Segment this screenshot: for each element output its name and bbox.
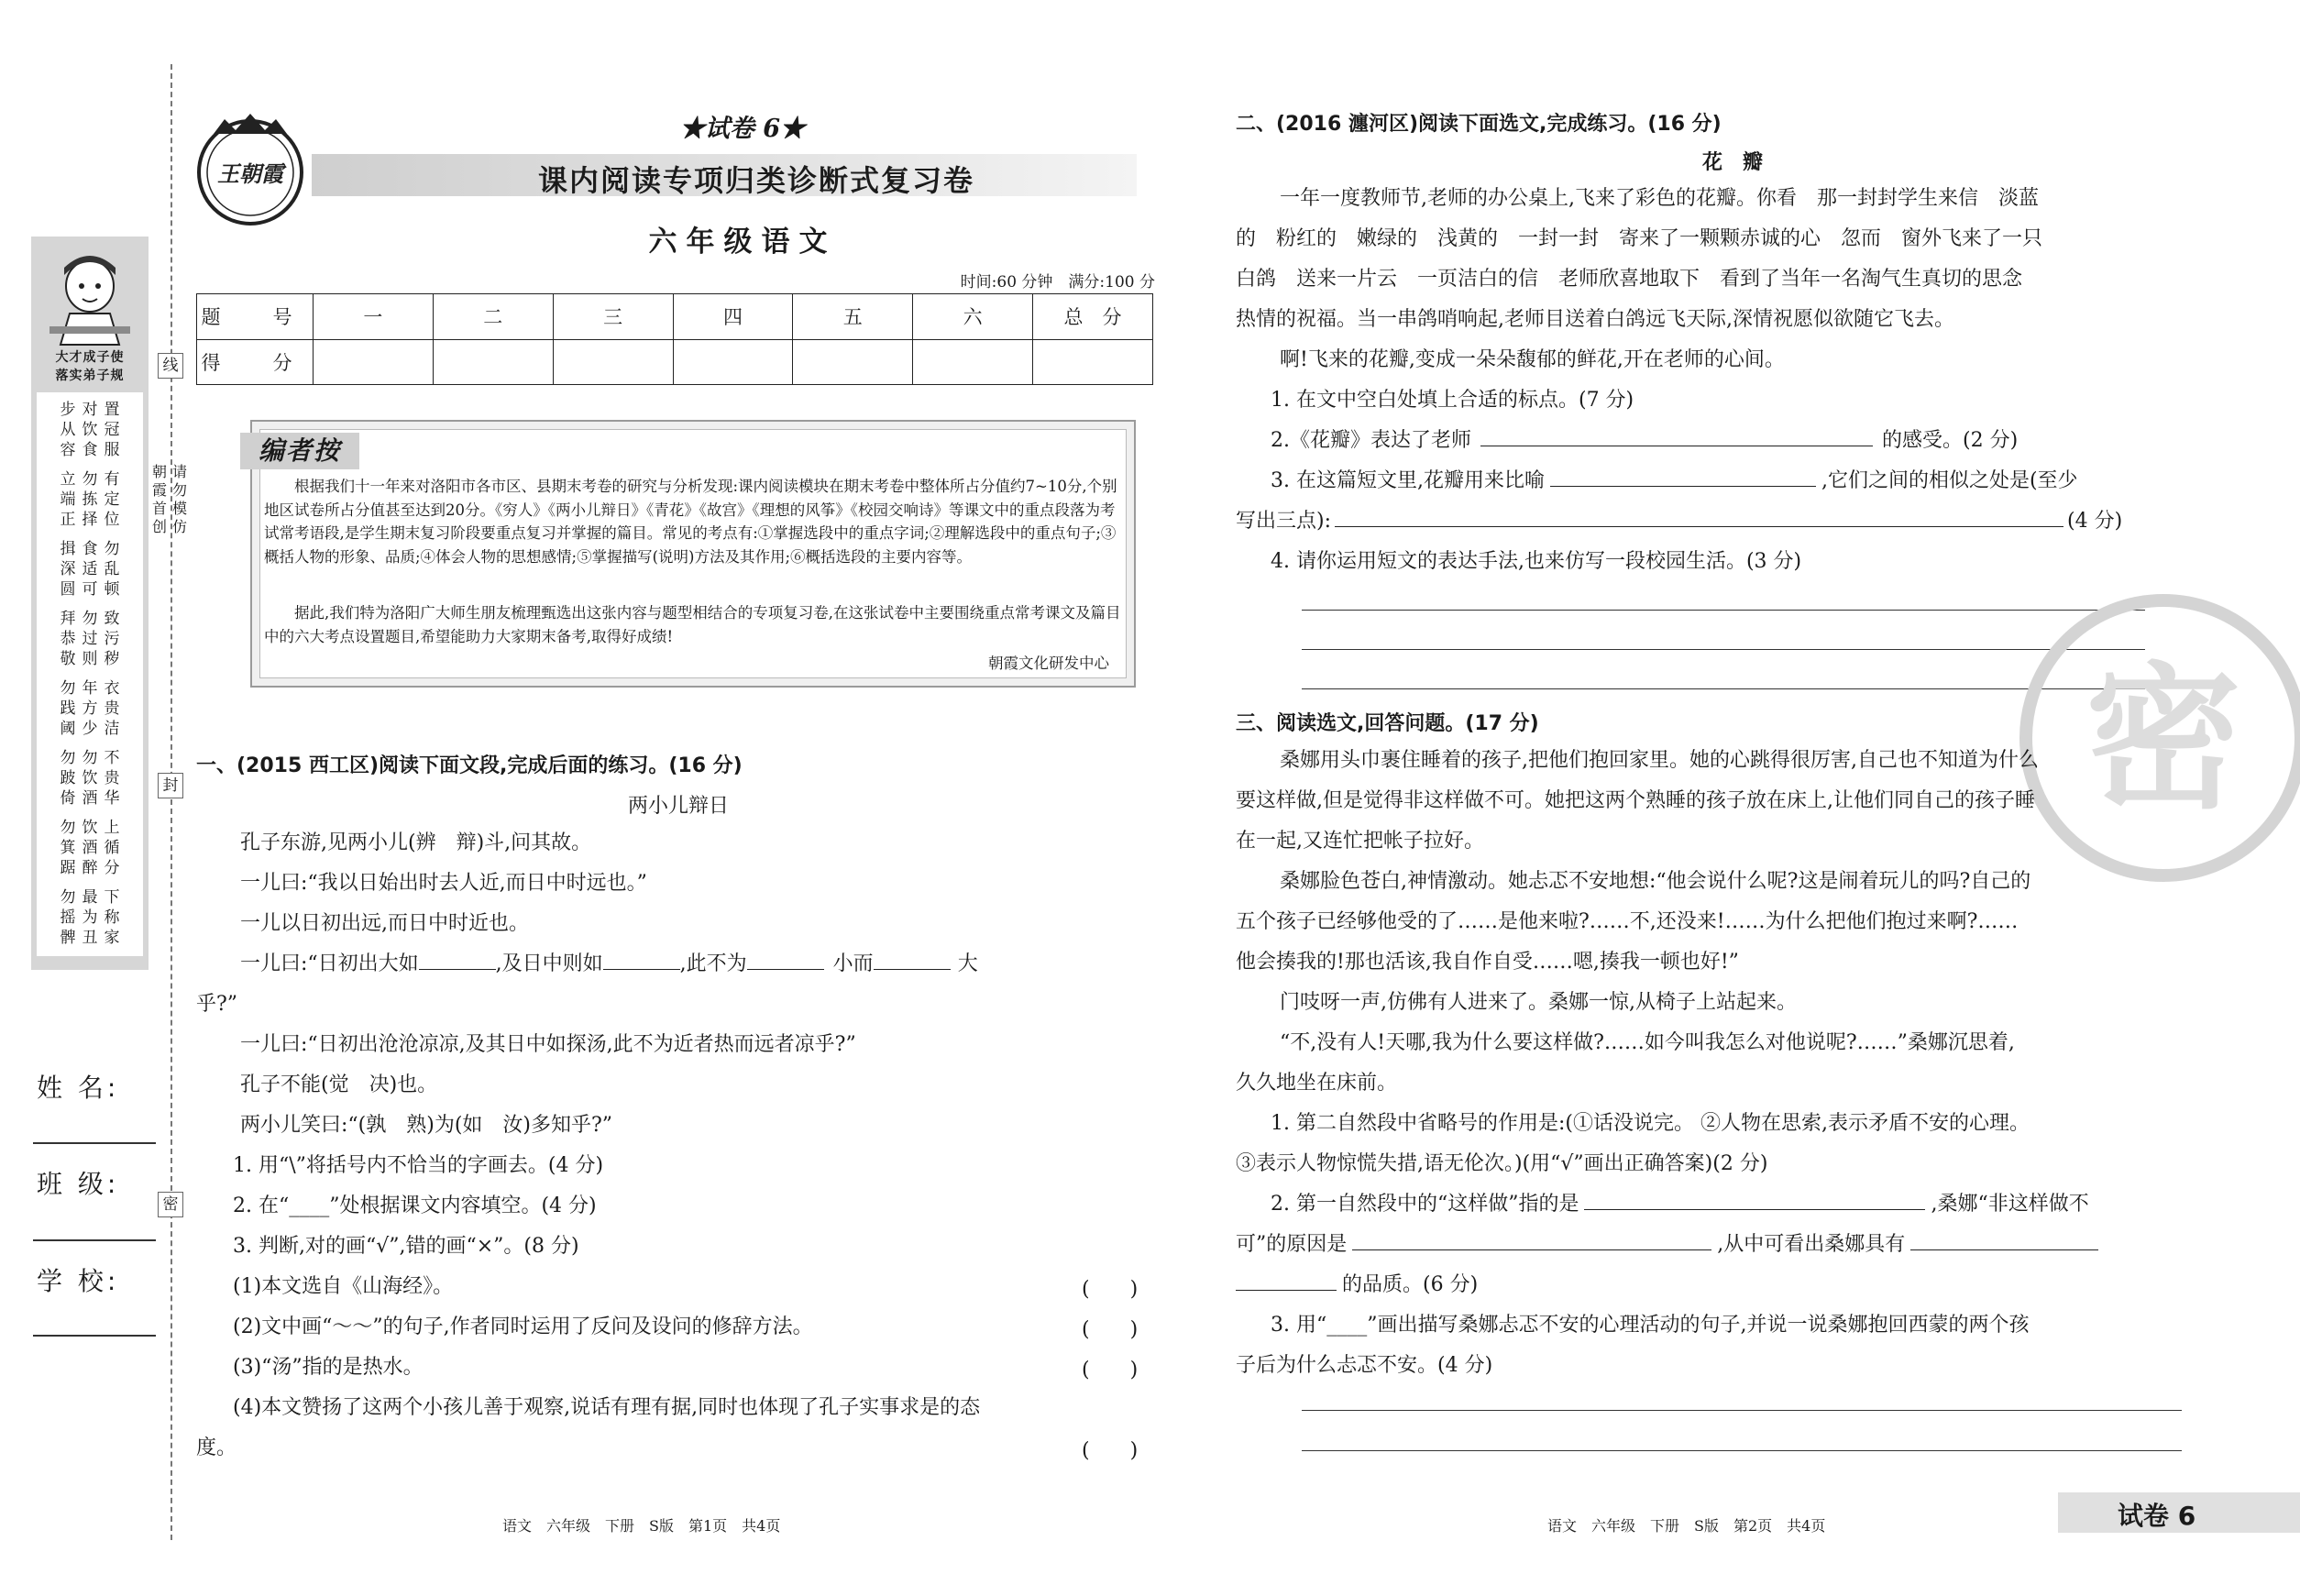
text-fragment: (4 分) <box>2067 510 2123 533</box>
question-2 <box>1271 427 2018 455</box>
judge-item: (4)本文赞扬了这两个小孩儿善于观察,说话有理有据,同时也体现了孔子实事求是的态 <box>233 1396 981 1419</box>
text-fragment: 可”的原因是 <box>1236 1233 1348 1256</box>
name-label: 姓 名: <box>37 1073 120 1103</box>
passage-line: 两小儿笑曰:“(孰 熟)为(如 汝)多知乎?” <box>240 1114 613 1137</box>
school-field[interactable] <box>33 1335 156 1337</box>
text-fragment: 一儿曰:“日初出大如 <box>240 952 419 975</box>
question-1: 1. 用“\”将括号内不恰当的字画去。(4 分) <box>233 1154 604 1177</box>
section-1-title: 一、(2015 西工区)阅读下面文段,完成后面的练习。(16 分) <box>196 754 743 777</box>
text-fragment: ,及日中则如 <box>495 952 603 975</box>
score-input-cell[interactable] <box>1033 339 1153 385</box>
rule-column: 步从容 <box>60 401 76 459</box>
editor-note-tag: 编者按 <box>240 433 359 469</box>
answer-line[interactable] <box>1302 1450 2182 1451</box>
student-mascot-icon <box>48 248 132 348</box>
passage-line: 白鸽 送来一片云 一页洁白的信 老师欣喜地取下 看到了当年一名淘气生真切的思念 <box>1236 268 2023 291</box>
text-fragment: ,桑娜“非这样做不 <box>1931 1193 2089 1216</box>
cut-mark-mi: 密 <box>158 1192 183 1217</box>
passage-line: 他会揍我的!那也活该,我自作自受……嗯,揍我一顿也好!” <box>1236 951 1739 974</box>
passage-line: “不,没有人!天哪,我为什么要这样做?……如今叫我怎么对他说呢?……”桑娜沉思着, <box>1280 1031 2015 1054</box>
score-input-cell[interactable] <box>553 339 673 385</box>
rule-group <box>37 539 143 600</box>
table-cell: 总 分 <box>1033 294 1153 340</box>
rule-column: 勿乱顿 <box>104 540 120 599</box>
fill-blank[interactable] <box>603 952 680 970</box>
publisher-logo-icon <box>188 106 313 231</box>
question-3: 3. 用“____”画出描写桑娜忐忑不安的心理活动的句子,并说一说桑娜抱回西蒙的两个孩 <box>1271 1314 2030 1337</box>
rule-column: 衣贵洁 <box>104 679 120 738</box>
passage-line: 一儿曰:“日初出沧沧凉凉,及其日中如探汤,此不为近者热而远者凉乎?” <box>240 1033 856 1056</box>
text-fragment: 的品质。(6 分) <box>1342 1273 1479 1296</box>
score-input-cell[interactable] <box>673 339 793 385</box>
sidebar-motto <box>31 348 149 385</box>
judge-item: (3)“汤”指的是热水。 <box>233 1356 424 1379</box>
grade-title: 六年级语文 <box>648 226 837 259</box>
fill-blank[interactable] <box>874 952 951 970</box>
passage-line: 一年一度教师节,老师的办公桌上,飞来了彩色的花瓣。你看 那一封封学生来信 淡蓝 <box>1280 187 2039 210</box>
fill-blank[interactable] <box>747 952 824 970</box>
logo-text: 王朝霞 <box>217 160 283 187</box>
table-cell: 四 <box>673 294 793 340</box>
judge-item: (2)文中画“～～”的句子,作者同时运用了反问及设问的修辞方法。 <box>233 1315 813 1338</box>
page-footer-right: 语文 六年级 下册 S版 第2页 共4页 <box>1547 1517 1826 1535</box>
text-fragment: ,从中可看出桑娜具有 <box>1717 1233 1906 1256</box>
rule-group <box>37 469 143 530</box>
passage-line: 孔子不能(觉 决)也。 <box>240 1073 438 1096</box>
rule-column: 对饮食 <box>82 401 98 459</box>
fill-blank[interactable] <box>1910 1233 2098 1250</box>
passage-line: 门吱呀一声,仿佛有人进来了。桑娜一惊,从椅子上站起来。 <box>1280 991 1797 1014</box>
question-1: 1. 第二自然段中省略号的作用是:(①话没说完。 ②人物在思索,表示矛盾不安的心理。 <box>1271 1112 2030 1135</box>
rule-column: 勿饮酒 <box>82 749 98 808</box>
rule-group <box>37 748 143 809</box>
fill-blank[interactable] <box>1584 1193 1925 1210</box>
rule-column: 勿过则 <box>82 610 98 668</box>
rule-group <box>37 609 143 669</box>
fill-blank[interactable] <box>1352 1233 1711 1250</box>
rule-column: 勿践阈 <box>60 679 76 738</box>
question-1: 1. 在文中空白处填上合适的标点。(7 分) <box>1271 389 1634 412</box>
rule-column: 置冠服 <box>104 401 120 459</box>
rule-column: 勿摇髀 <box>60 888 76 947</box>
editor-note-signature: 朝霞文化研发中心 <box>988 655 1109 672</box>
question-4: 4. 请你运用短文的表达手法,也来仿写一段校园生活。(3 分) <box>1271 550 1802 573</box>
text-fragment: 3. 在这篇短文里,花瓣用来比喻 <box>1271 469 1545 492</box>
text-fragment: ,此不为 <box>679 952 747 975</box>
rule-column: 致污秽 <box>104 610 120 668</box>
name-field[interactable] <box>33 1142 156 1144</box>
table-cell: 五 <box>793 294 913 340</box>
passage-line: 在一起,又连忙把帐子拉好。 <box>1236 830 1484 853</box>
score-table-header-row <box>197 294 1153 340</box>
rule-column: 勿箕踞 <box>60 819 76 877</box>
text-fragment: 大 <box>957 952 978 975</box>
class-field[interactable] <box>33 1239 156 1241</box>
table-cell: 得 分 <box>197 339 314 385</box>
exam-title: 课内阅读专项归类诊断式复习卷 <box>537 163 974 198</box>
answer-paren[interactable]: ( ) <box>1082 1439 1139 1462</box>
answer-paren[interactable]: ( ) <box>1082 1359 1139 1381</box>
time-info: 时间:60 分钟 满分:100 分 <box>960 273 1155 292</box>
rule-column: 不贵华 <box>104 749 120 808</box>
text-fragment: 小而 <box>832 952 874 975</box>
exam-number: ★试卷 6★ <box>679 115 806 143</box>
motto-line: 落实弟子规 <box>55 369 125 383</box>
rule-column: 上循分 <box>104 819 120 877</box>
rule-column: 揖深圆 <box>60 540 76 599</box>
score-table-score-row <box>197 339 1153 385</box>
passage-line: 五个孩子已经够他受的了……是他来啦?……不,还没来!……为什么把他们抱过来啊?…… <box>1236 910 2019 933</box>
rule-column: 年方少 <box>82 679 98 738</box>
table-cell: 一 <box>313 294 433 340</box>
text-fragment: 2. 第一自然段中的“这样做”指的是 <box>1271 1193 1579 1216</box>
passage-line: 一儿以日初出远,而日中时近也。 <box>240 912 529 935</box>
passage-line: 要这样做,但是觉得非这样做不可。她把这两个熟睡的孩子放在床上,让他们同自己的孩子睡 <box>1236 789 2035 812</box>
rule-column: 有定位 <box>104 470 120 529</box>
cut-mark-xian: 线 <box>158 353 183 379</box>
binding-dotted-line <box>171 64 172 1540</box>
rule-column: 勿跛倚 <box>60 749 76 808</box>
question-2-end <box>1236 1271 1478 1299</box>
notice-column: 请勿模仿 <box>171 463 187 535</box>
passage-line-with-blanks <box>240 951 978 978</box>
cut-mark-feng: 封 <box>158 773 183 798</box>
score-input-cell[interactable] <box>913 339 1033 385</box>
question-2: 2. 在“____”处根据课文内容填空。(4 分) <box>233 1194 597 1217</box>
fill-blank[interactable] <box>1335 510 2063 527</box>
sidebar-panel <box>31 237 149 970</box>
page-footer-left: 语文 六年级 下册 S版 第1页 共4页 <box>502 1517 781 1535</box>
question-2 <box>1271 1191 2089 1218</box>
passage-line: 孔子东游,见两小儿(辨 辩)斗,问其故。 <box>240 831 592 854</box>
passage-line: 桑娜脸色苍白,神情激动。她忐忑不安地想:“他会说什么呢?这是闹着玩儿的吗?自己的 <box>1280 870 2031 893</box>
fill-blank[interactable] <box>1550 469 1816 487</box>
text-fragment: ,它们之间的相似之处是(至少 <box>1821 469 2078 492</box>
section-3-title: 三、阅读选文,回答问题。(17 分) <box>1236 712 1539 735</box>
rule-column: 勿拣择 <box>82 470 98 529</box>
table-cell: 题 号 <box>197 294 314 340</box>
rule-group <box>37 678 143 739</box>
section-1-passage-title: 两小儿辩日 <box>627 795 729 818</box>
rule-column: 饮酒醉 <box>82 819 98 877</box>
fill-blank[interactable] <box>419 952 496 970</box>
score-input-cell[interactable] <box>433 339 553 385</box>
score-table <box>196 293 1153 385</box>
passage-line: 乎?” <box>196 993 238 1016</box>
editor-note-paragraph: 根据我们十一年来对洛阳市各市区、县期末考卷的研究与分析发现:课内阅读模块在期末考卷中整体所占分值约7~10分,个别地区试卷所占分值甚至达到20分。《穷人》《两小儿辩日》《青花》《故宫》《理想的风筝》《校园交响诗》等课文中的重点段落为考试常考语段,是学生期末复习阶段要重点复习并掌握的篇目。常见的考点有:①掌握选段中的重点字词;②理解选段中的重点句子;③概括人物的形象、品质;④体会人物的思想感情;⑤掌握描写(说明)方法及其作用;⑥概括选段的主要内容等。 <box>264 478 1117 566</box>
question-3-cont: 子后为什么忐忑不安。(4 分) <box>1236 1354 1493 1377</box>
rule-column: 最为丑 <box>82 888 98 947</box>
question-3: 3. 判断,对的画“√”,错的画“×”。(8 分) <box>233 1235 579 1258</box>
confidential-watermark-icon <box>2012 587 2300 889</box>
rule-column: 拜恭敬 <box>60 610 76 668</box>
text-fragment: 写出三点): <box>1236 510 1331 533</box>
passage-line: 热情的祝福。当一串鸽哨响起,老师目送着白鸽远飞天际,深情祝愿似欲随它飞去。 <box>1236 308 1954 331</box>
judge-item: (1)本文选自《山海经》。 <box>233 1275 454 1298</box>
section-2-passage-title: 花 瓣 <box>1701 151 1763 174</box>
sidebar-rules <box>37 392 143 956</box>
question-2-cont <box>1236 1231 2098 1259</box>
school-label: 学 校: <box>37 1266 120 1296</box>
answer-paren[interactable]: ( ) <box>1082 1318 1139 1341</box>
table-cell: 二 <box>433 294 553 340</box>
passage-line: 一儿曰:“我以日始出时去人近,而日中时远也。” <box>240 872 647 895</box>
question-1-cont: ③表示人物惊慌失措,语无伦次。)(用“√”画出正确答案)(2 分) <box>1236 1152 1768 1175</box>
judge-item-cont: 度。 <box>196 1436 237 1459</box>
text-fragment: 的感受。(2 分) <box>1882 429 2019 452</box>
rule-column: 立端正 <box>60 470 76 529</box>
text-fragment: 2.《花瓣》表达了老师 <box>1271 429 1471 452</box>
passage-line: 久久地坐在床前。 <box>1236 1072 1398 1095</box>
question-3-cont <box>1236 508 2122 535</box>
watermark-text: 密 <box>2085 649 2242 831</box>
passage-line: 啊!飞来的花瓣,变成一朵朵馥郁的鲜花,开在老师的心间。 <box>1280 348 1785 371</box>
rule-column: 下称家 <box>104 888 120 947</box>
score-input-cell[interactable] <box>313 339 433 385</box>
rule-column: 食适可 <box>82 540 98 599</box>
vertical-notice <box>147 463 193 536</box>
class-label: 班 级: <box>37 1169 120 1199</box>
passage-line: 的 粉红的 嫩绿的 浅黄的 一封一封 寄来了一颗颗赤诚的心 忽而 窗外飞来了一只 <box>1236 227 2043 250</box>
motto-line: 大才成子使 <box>55 350 125 365</box>
rule-group <box>37 400 143 460</box>
section-2-title: 二、(2016 瀍河区)阅读下面选文,完成练习。(16 分) <box>1236 113 1722 136</box>
editor-note-paragraph: 据此,我们特为洛阳广大师生朋友梳理甄选出这张内容与题型相结合的专项复习卷,在这张试卷中主要围绕重点常考课文及篇目中的六大考点设置题目,希望能助力大家期末备考,取得好成绩! <box>264 604 1121 645</box>
fill-blank[interactable] <box>1480 429 1873 446</box>
passage-line: 桑娜用头巾裹住睡着的孩子,把他们抱回家里。她的心跳得很厉害,自己也不知道为什么 <box>1280 749 2039 772</box>
exam-tab-label: 试卷 6 <box>2118 1501 2196 1531</box>
rule-group <box>37 887 143 948</box>
table-cell: 三 <box>553 294 673 340</box>
fill-blank[interactable] <box>1236 1273 1337 1291</box>
answer-paren[interactable]: ( ) <box>1082 1278 1139 1301</box>
rule-group <box>37 818 143 878</box>
score-input-cell[interactable] <box>793 339 913 385</box>
answer-line[interactable] <box>1302 1410 2182 1411</box>
question-3 <box>1271 468 2078 495</box>
table-cell: 六 <box>913 294 1033 340</box>
notice-column: 朝霞首创 <box>151 463 167 535</box>
